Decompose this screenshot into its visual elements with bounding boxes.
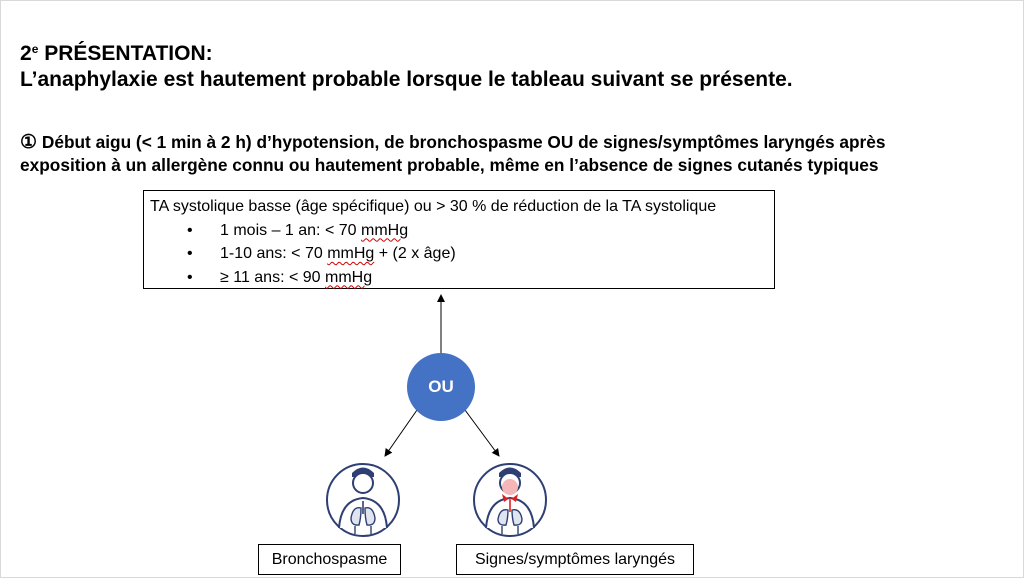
threshold-item: • 1-10 ans: < 70 mmHg + (2 x âge) — [187, 245, 456, 262]
arrow-to-bronchospasme — [385, 410, 417, 456]
person-lungs-icon — [325, 456, 401, 540]
arrow-to-laryngeal — [465, 410, 499, 456]
threshold-item: • ≥ 11 ans: < 90 mmHg — [187, 268, 373, 286]
hypotension-box-header: TA systolique basse (âge spécifique) ou > 30 % de réduction de la TA systolique — [150, 198, 717, 215]
laryngeal-signs-label-box: Signes/symptômes laryngés — [456, 544, 694, 575]
threshold-item: • 1 mois – 1 an: < 70 mmHg — [187, 221, 409, 239]
bronchospasme-label-box: Bronchospasme — [258, 544, 401, 575]
person-larynx-icon — [472, 456, 548, 540]
slide-title-statement: L’anaphylaxie est hautement probable lorsque le tableau suivant se présente. — [20, 68, 793, 91]
criterion-number: ① — [20, 132, 38, 153]
criterion-text: ① Début aigu (< 1 min à 2 h) d’hypotension, de bronchospasme OU de signes/symptômes laryngés après exposition à un allergène connu ou hautement probable, même en l’absence de signes cutanés typiques — [20, 132, 886, 175]
slide-title-presentation: 2e PRÉSENTATION: — [20, 42, 213, 65]
ou-connector-circle: OU — [407, 353, 475, 421]
